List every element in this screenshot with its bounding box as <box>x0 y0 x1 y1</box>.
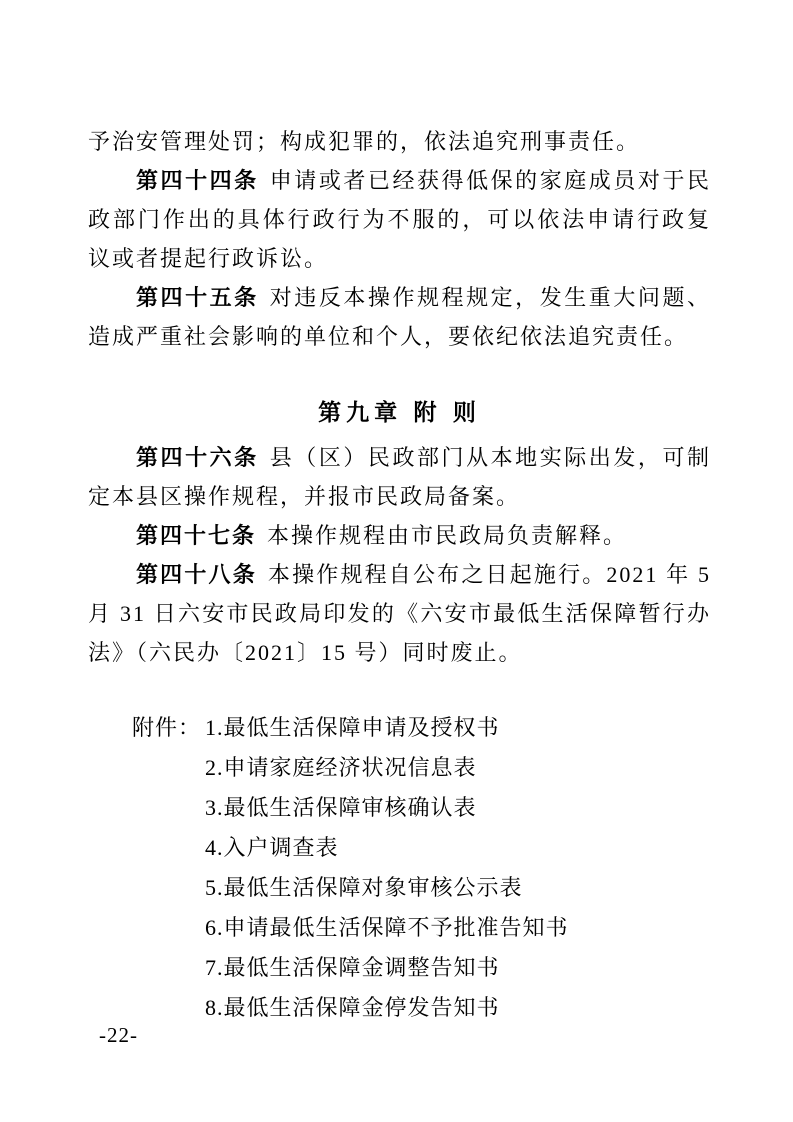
chapter-heading: 第九章 附 则 <box>318 399 481 425</box>
attachments-label: 附件： <box>132 715 202 740</box>
article-47-label: 第四十七条 <box>136 523 257 548</box>
article-44 <box>88 161 711 278</box>
article-46-label: 第四十六条 <box>136 445 259 470</box>
attachment-item-1: 1.最低生活保障申请及授权书 <box>205 715 500 740</box>
attachment-item-3: 3.最低生活保障审核确认表 <box>205 795 477 820</box>
attachment-item-6: 6.申请最低生活保障不予批准告知书 <box>205 915 569 940</box>
attachment-item-7: 7.最低生活保障金调整告知书 <box>205 955 500 980</box>
article-46 <box>88 438 711 516</box>
attachment-item-8: 8.最低生活保障金停发告知书 <box>205 995 500 1020</box>
article-48-label: 第四十八条 <box>136 562 257 587</box>
article-47 <box>88 516 711 555</box>
paragraph-continuation: 予治安管理处罚；构成犯罪的，依法追究刑事责任。 <box>88 129 641 154</box>
attachment-item-5: 5.最低生活保障对象审核公示表 <box>205 875 523 900</box>
attachments-block <box>132 708 711 1028</box>
article-46-text: 县（区）民政部门从本地实际出发，可制定本县区操作规程，并报市民政局备案。 <box>88 445 711 509</box>
article-45-label: 第四十五条 <box>136 285 259 310</box>
article-48 <box>88 555 711 672</box>
page-number: -22- <box>99 1023 138 1047</box>
article-44-label: 第四十四条 <box>136 168 259 193</box>
article-45 <box>88 278 711 356</box>
article-47-text: 本操作规程由市民政局负责解释。 <box>267 523 628 548</box>
attachment-item-4: 4.入户调查表 <box>205 835 339 860</box>
attachment-item-2: 2.申请家庭经济状况信息表 <box>205 755 477 780</box>
attachments-list <box>205 708 569 1028</box>
article-48-text: 本操作规程自公布之日起施行。2021 年 5 月 31 日六安市民政局印发的《六安市最低生活保障暂行办法》（六民办〔2021〕15 号）同时废止。 <box>88 562 711 665</box>
article-45-text: 对违反本操作规程规定，发生重大问题、造成严重社会影响的单位和个人，要依纪依法追究责任。 <box>88 285 711 349</box>
article-44-text: 申请或者已经获得低保的家庭成员对于民政部门作出的具体行政行为不服的，可以依法申请行政复议或者提起行政诉讼。 <box>88 168 711 271</box>
document-content <box>88 122 711 1028</box>
